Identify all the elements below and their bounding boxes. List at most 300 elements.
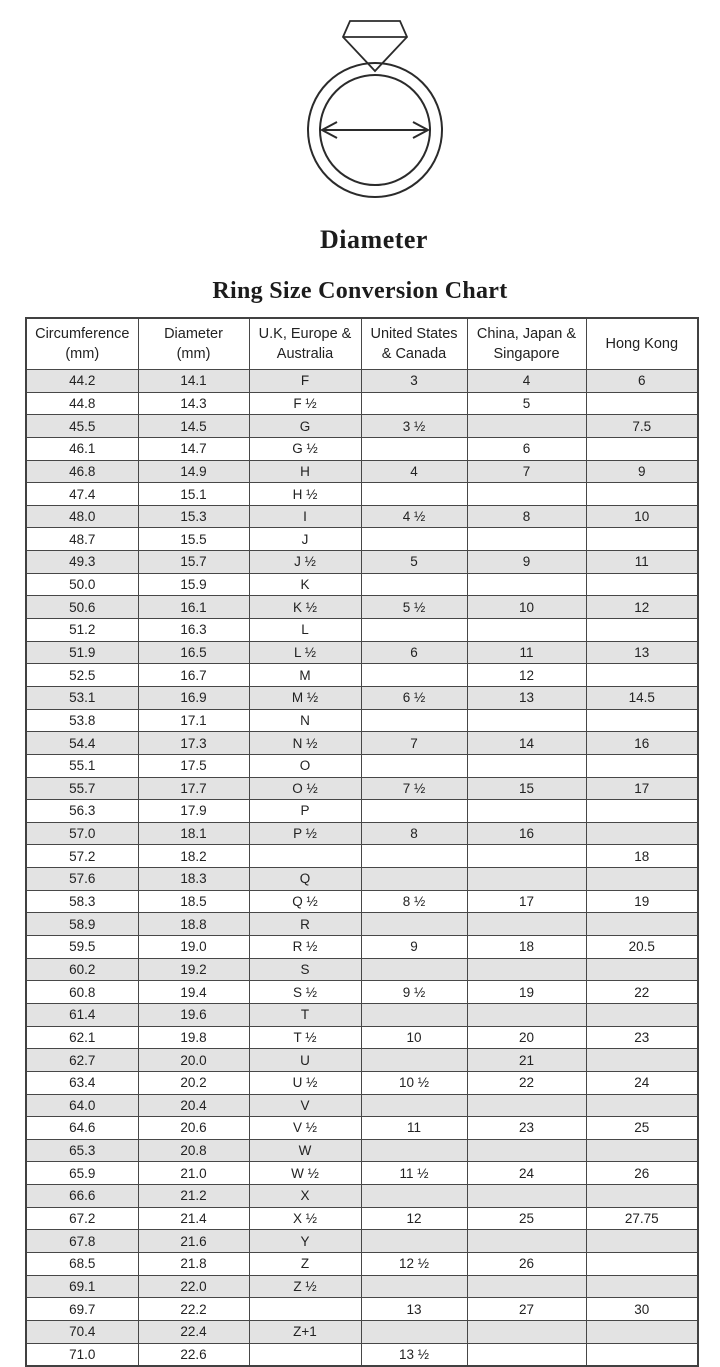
table-cell: 15 — [467, 777, 586, 800]
table-cell — [467, 1230, 586, 1253]
table-cell — [586, 1139, 698, 1162]
table-cell: 13 — [467, 686, 586, 709]
table-cell: 8 ½ — [361, 890, 467, 913]
table-cell — [361, 1320, 467, 1343]
table-cell: H — [249, 460, 361, 483]
table-cell — [249, 1343, 361, 1366]
table-cell: 46.1 — [26, 437, 138, 460]
table-cell: 6 — [586, 370, 698, 393]
table-cell: 16.3 — [138, 619, 249, 642]
table-cell: 19.0 — [138, 936, 249, 959]
table-cell: 11 — [361, 1117, 467, 1140]
table-cell — [361, 1094, 467, 1117]
table-cell: 18 — [586, 845, 698, 868]
table-cell: 55.7 — [26, 777, 138, 800]
table-cell: 19.2 — [138, 958, 249, 981]
table-cell — [586, 1275, 698, 1298]
table-cell: 57.2 — [26, 845, 138, 868]
table-cell: 14.7 — [138, 437, 249, 460]
table-row — [26, 1298, 698, 1321]
table-cell: 14 — [467, 732, 586, 755]
table-cell — [361, 1185, 467, 1208]
table-row — [26, 1207, 698, 1230]
table-row — [26, 1003, 698, 1026]
table-cell — [586, 619, 698, 642]
table-row — [26, 1320, 698, 1343]
table-cell: 13 — [586, 641, 698, 664]
table-cell: 22 — [586, 981, 698, 1004]
table-cell: G ½ — [249, 437, 361, 460]
table-cell: 9 — [467, 551, 586, 574]
table-cell: F — [249, 370, 361, 393]
table-cell — [361, 1275, 467, 1298]
table-cell — [467, 868, 586, 891]
table-cell: U — [249, 1049, 361, 1072]
table-cell: 48.7 — [26, 528, 138, 551]
table-cell: Z ½ — [249, 1275, 361, 1298]
table-cell: O ½ — [249, 777, 361, 800]
table-cell — [586, 664, 698, 687]
table-cell: M — [249, 664, 361, 687]
table-cell — [467, 1320, 586, 1343]
table-row — [26, 913, 698, 936]
table-cell: 10 — [467, 596, 586, 619]
table-cell: T ½ — [249, 1026, 361, 1049]
table-cell — [586, 913, 698, 936]
table-cell: 20.2 — [138, 1071, 249, 1094]
table-cell: 68.5 — [26, 1252, 138, 1275]
table-cell: 62.1 — [26, 1026, 138, 1049]
table-cell — [249, 845, 361, 868]
table-cell: 14.5 — [586, 686, 698, 709]
table-row — [26, 1343, 698, 1366]
table-cell: 23 — [586, 1026, 698, 1049]
table-cell: 18.3 — [138, 868, 249, 891]
table-cell: 15.1 — [138, 483, 249, 506]
table-cell: 18.2 — [138, 845, 249, 868]
table-cell: W ½ — [249, 1162, 361, 1185]
table-cell: 50.6 — [26, 596, 138, 619]
table-cell: X — [249, 1185, 361, 1208]
table-cell: 22.2 — [138, 1298, 249, 1321]
table-cell: 67.8 — [26, 1230, 138, 1253]
table-cell: 16.7 — [138, 664, 249, 687]
table-cell — [361, 437, 467, 460]
table-cell: 65.3 — [26, 1139, 138, 1162]
table-row — [26, 686, 698, 709]
table-cell: 62.7 — [26, 1049, 138, 1072]
table-cell: 18.1 — [138, 822, 249, 845]
table-cell — [361, 619, 467, 642]
table-cell: 54.4 — [26, 732, 138, 755]
table-cell — [467, 1094, 586, 1117]
table-cell: 11 — [586, 551, 698, 574]
table-cell: 13 — [361, 1298, 467, 1321]
table-cell: T — [249, 1003, 361, 1026]
table-cell — [467, 528, 586, 551]
table-cell: H ½ — [249, 483, 361, 506]
table-cell: O — [249, 754, 361, 777]
table-cell: 15.7 — [138, 551, 249, 574]
table-cell: 18 — [467, 936, 586, 959]
table-cell: 3 — [361, 370, 467, 393]
table-cell: F ½ — [249, 392, 361, 415]
table-cell: 5 — [361, 551, 467, 574]
table-cell: 59.5 — [26, 936, 138, 959]
table-cell: M ½ — [249, 686, 361, 709]
table-cell — [467, 754, 586, 777]
table-cell: 19 — [586, 890, 698, 913]
table-cell — [361, 913, 467, 936]
table-row — [26, 845, 698, 868]
table-cell: 17.5 — [138, 754, 249, 777]
table-cell: 21.4 — [138, 1207, 249, 1230]
table-cell: 52.5 — [26, 664, 138, 687]
table-cell — [586, 1003, 698, 1026]
table-row — [26, 1185, 698, 1208]
table-cell: 7.5 — [586, 415, 698, 438]
table-cell: 49.3 — [26, 551, 138, 574]
table-cell — [586, 1094, 698, 1117]
ring-size-conversion-table — [25, 317, 699, 1367]
table-cell — [361, 1139, 467, 1162]
table-cell: V — [249, 1094, 361, 1117]
table-cell: 55.1 — [26, 754, 138, 777]
table-cell: N ½ — [249, 732, 361, 755]
table-cell: W — [249, 1139, 361, 1162]
table-row — [26, 1139, 698, 1162]
table-row — [26, 505, 698, 528]
ring-outline-icon — [308, 21, 442, 197]
table-cell: 25 — [467, 1207, 586, 1230]
table-cell — [467, 573, 586, 596]
table-body — [26, 370, 698, 1367]
table-cell: 16 — [586, 732, 698, 755]
table-row — [26, 573, 698, 596]
table-cell: 24 — [586, 1071, 698, 1094]
table-cell: K — [249, 573, 361, 596]
table-cell: Q — [249, 868, 361, 891]
table-cell: 60.2 — [26, 958, 138, 981]
table-cell: 69.7 — [26, 1298, 138, 1321]
table-cell: 22.6 — [138, 1343, 249, 1366]
table-cell: X ½ — [249, 1207, 361, 1230]
table-cell — [361, 709, 467, 732]
table-cell — [586, 754, 698, 777]
table-cell: 11 ½ — [361, 1162, 467, 1185]
header-circumference: Circumference (mm) — [26, 318, 138, 370]
table-cell: 48.0 — [26, 505, 138, 528]
table-cell — [361, 528, 467, 551]
table-cell: 11 — [467, 641, 586, 664]
table-cell: 14.9 — [138, 460, 249, 483]
table-cell: L — [249, 619, 361, 642]
table-cell — [586, 1252, 698, 1275]
table-cell: G — [249, 415, 361, 438]
table-cell: R ½ — [249, 936, 361, 959]
table-cell: 22 — [467, 1071, 586, 1094]
table-cell: Z — [249, 1252, 361, 1275]
table-cell: 12 — [586, 596, 698, 619]
table-cell: 10 — [586, 505, 698, 528]
table-cell: 27 — [467, 1298, 586, 1321]
table-cell: 17.7 — [138, 777, 249, 800]
table-row — [26, 392, 698, 415]
table-cell: 51.9 — [26, 641, 138, 664]
table-cell: V ½ — [249, 1117, 361, 1140]
table-cell: Y — [249, 1230, 361, 1253]
table-cell: 14.5 — [138, 415, 249, 438]
table-row — [26, 754, 698, 777]
table-row — [26, 1275, 698, 1298]
table-cell — [467, 619, 586, 642]
table-cell: 20.0 — [138, 1049, 249, 1072]
table-row — [26, 596, 698, 619]
table-cell: Q ½ — [249, 890, 361, 913]
table-cell: 17 — [467, 890, 586, 913]
table-cell: 21.2 — [138, 1185, 249, 1208]
table-cell: 21.8 — [138, 1252, 249, 1275]
table-cell: 7 — [361, 732, 467, 755]
table-cell: 20.8 — [138, 1139, 249, 1162]
table-cell — [586, 1320, 698, 1343]
table-cell: 58.3 — [26, 890, 138, 913]
table-cell — [249, 1298, 361, 1321]
table-cell — [361, 1003, 467, 1026]
table-cell: 10 — [361, 1026, 467, 1049]
table-cell: 9 — [586, 460, 698, 483]
table-cell: 23 — [467, 1117, 586, 1140]
table-header — [26, 318, 698, 370]
table-cell: I — [249, 505, 361, 528]
ring-diagram — [0, 0, 720, 200]
table-cell: 9 ½ — [361, 981, 467, 1004]
table-cell — [586, 1185, 698, 1208]
table-cell: 71.0 — [26, 1343, 138, 1366]
table-row — [26, 1230, 698, 1253]
table-cell: 24 — [467, 1162, 586, 1185]
table-cell: 20.6 — [138, 1117, 249, 1140]
table-cell: 56.3 — [26, 800, 138, 823]
table-cell — [586, 709, 698, 732]
table-cell — [586, 437, 698, 460]
table-cell: 50.0 — [26, 573, 138, 596]
table-cell: 16.1 — [138, 596, 249, 619]
table-cell: 4 ½ — [361, 505, 467, 528]
table-cell: 22.0 — [138, 1275, 249, 1298]
table-cell — [361, 1230, 467, 1253]
table-cell: 5 — [467, 392, 586, 415]
table-cell: 67.2 — [26, 1207, 138, 1230]
table-cell — [361, 800, 467, 823]
table-cell: P — [249, 800, 361, 823]
table-row — [26, 732, 698, 755]
table-cell: 57.0 — [26, 822, 138, 845]
table-row — [26, 460, 698, 483]
table-cell: 16 — [467, 822, 586, 845]
table-cell: 8 — [467, 505, 586, 528]
table-cell: R — [249, 913, 361, 936]
table-row — [26, 619, 698, 642]
table-cell: 12 ½ — [361, 1252, 467, 1275]
table-cell: 22.4 — [138, 1320, 249, 1343]
table-cell — [467, 483, 586, 506]
table-cell: 6 — [361, 641, 467, 664]
diameter-caption: Diameter — [320, 225, 428, 254]
table-row — [26, 822, 698, 845]
table-cell: 18.5 — [138, 890, 249, 913]
table-cell: 13 ½ — [361, 1343, 467, 1366]
table-cell: J ½ — [249, 551, 361, 574]
table-cell: 64.6 — [26, 1117, 138, 1140]
table-row — [26, 1117, 698, 1140]
table-cell: 15.5 — [138, 528, 249, 551]
table-cell — [586, 822, 698, 845]
table-cell — [467, 1343, 586, 1366]
table-cell: 16.5 — [138, 641, 249, 664]
table-cell: 15.9 — [138, 573, 249, 596]
table-cell — [586, 392, 698, 415]
table-cell: 60.8 — [26, 981, 138, 1004]
table-cell — [467, 1185, 586, 1208]
table-cell — [586, 868, 698, 891]
table-cell: 64.0 — [26, 1094, 138, 1117]
table-row — [26, 1071, 698, 1094]
table-row — [26, 483, 698, 506]
table-cell — [586, 483, 698, 506]
table-cell — [361, 845, 467, 868]
table-cell: 4 — [467, 370, 586, 393]
table-cell: 19 — [467, 981, 586, 1004]
table-row — [26, 528, 698, 551]
table-cell: 47.4 — [26, 483, 138, 506]
table-cell: 9 — [361, 936, 467, 959]
header-china-japan-singapore: China, Japan & Singapore — [467, 318, 586, 370]
header-diameter: Diameter (mm) — [138, 318, 249, 370]
table-cell: 5 ½ — [361, 596, 467, 619]
table-cell: 19.6 — [138, 1003, 249, 1026]
table-cell — [586, 800, 698, 823]
table-cell: 30 — [586, 1298, 698, 1321]
table-cell: 7 — [467, 460, 586, 483]
table-row — [26, 1162, 698, 1185]
table-cell: 20.5 — [586, 936, 698, 959]
table-cell — [467, 958, 586, 981]
table-cell: 7 ½ — [361, 777, 467, 800]
table-cell: L ½ — [249, 641, 361, 664]
table-cell: 17 — [586, 777, 698, 800]
table-cell: 3 ½ — [361, 415, 467, 438]
table-cell: 12 — [467, 664, 586, 687]
table-cell: 25 — [586, 1117, 698, 1140]
table-row — [26, 370, 698, 393]
table-row — [26, 1049, 698, 1072]
table-cell: 18.8 — [138, 913, 249, 936]
table-row — [26, 709, 698, 732]
table-row — [26, 958, 698, 981]
table-cell: 69.1 — [26, 1275, 138, 1298]
table-cell: 61.4 — [26, 1003, 138, 1026]
table-cell: 12 — [361, 1207, 467, 1230]
table-cell — [586, 958, 698, 981]
table-row — [26, 890, 698, 913]
table-row — [26, 437, 698, 460]
table-cell — [467, 800, 586, 823]
table-cell — [361, 754, 467, 777]
table-cell: 8 — [361, 822, 467, 845]
table-cell: 53.8 — [26, 709, 138, 732]
table-cell: 51.2 — [26, 619, 138, 642]
table-cell: 20.4 — [138, 1094, 249, 1117]
table-cell: 63.4 — [26, 1071, 138, 1094]
header-hong-kong: Hong Kong — [586, 318, 698, 370]
table-cell — [361, 1049, 467, 1072]
table-cell: 46.8 — [26, 460, 138, 483]
table-cell — [467, 415, 586, 438]
table-cell: 6 ½ — [361, 686, 467, 709]
table-cell: 44.2 — [26, 370, 138, 393]
table-cell: 21.0 — [138, 1162, 249, 1185]
table-cell: 17.9 — [138, 800, 249, 823]
table-row — [26, 981, 698, 1004]
table-cell — [467, 1139, 586, 1162]
table-row — [26, 1026, 698, 1049]
table-cell: S — [249, 958, 361, 981]
table-cell: Z+1 — [249, 1320, 361, 1343]
table-cell: 14.1 — [138, 370, 249, 393]
table-cell: 57.6 — [26, 868, 138, 891]
table-cell: 6 — [467, 437, 586, 460]
table-cell: 45.5 — [26, 415, 138, 438]
table-cell — [467, 845, 586, 868]
table-cell: 53.1 — [26, 686, 138, 709]
table-cell: 15.3 — [138, 505, 249, 528]
table-row — [26, 800, 698, 823]
table-cell: 10 ½ — [361, 1071, 467, 1094]
table-cell: 66.6 — [26, 1185, 138, 1208]
table-cell: 26 — [586, 1162, 698, 1185]
table-cell: P ½ — [249, 822, 361, 845]
table-cell — [361, 958, 467, 981]
table-cell: 65.9 — [26, 1162, 138, 1185]
table-cell: U ½ — [249, 1071, 361, 1094]
table-cell — [361, 664, 467, 687]
table-cell — [586, 528, 698, 551]
table-cell — [586, 1343, 698, 1366]
table-cell: J — [249, 528, 361, 551]
table-cell — [467, 1275, 586, 1298]
table-cell: N — [249, 709, 361, 732]
table-cell: K ½ — [249, 596, 361, 619]
table-cell: 4 — [361, 460, 467, 483]
table-cell: 17.3 — [138, 732, 249, 755]
table-cell: 19.8 — [138, 1026, 249, 1049]
table-row — [26, 868, 698, 891]
table-cell — [467, 1003, 586, 1026]
table-row — [26, 641, 698, 664]
table-cell: S ½ — [249, 981, 361, 1004]
table-cell: 44.8 — [26, 392, 138, 415]
table-cell: 19.4 — [138, 981, 249, 1004]
table-header-row — [26, 318, 698, 370]
table-cell: 70.4 — [26, 1320, 138, 1343]
table-cell — [361, 573, 467, 596]
table-cell: 16.9 — [138, 686, 249, 709]
page-title: Ring Size Conversion Chart — [212, 278, 508, 304]
table-row — [26, 1252, 698, 1275]
table-cell — [586, 1230, 698, 1253]
table-row — [26, 415, 698, 438]
